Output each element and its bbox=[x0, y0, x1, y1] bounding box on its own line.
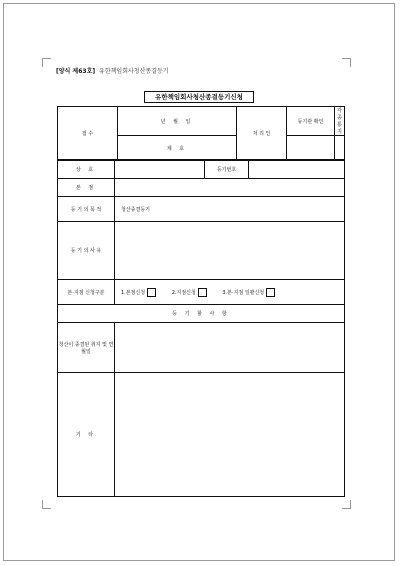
reg-no-field[interactable] bbox=[249, 160, 345, 179]
trade-name-label: 상 호 bbox=[58, 160, 115, 179]
option-both-offices bbox=[222, 288, 275, 297]
option-main-office bbox=[121, 288, 156, 297]
crop-mark bbox=[342, 58, 351, 67]
option-label: 1.본점신청 bbox=[121, 289, 146, 296]
office-division-label: 본·지점 신청구분 bbox=[58, 280, 115, 305]
reg-no-label: 등기번호 bbox=[205, 160, 249, 179]
matters-header: 등 기 할 사 항 bbox=[58, 305, 345, 323]
reg-purpose-value: 청산종결등기 bbox=[115, 197, 345, 222]
reg-cause-label: 등 기 의 사 유 bbox=[58, 222, 115, 280]
checkbox[interactable] bbox=[198, 288, 207, 297]
office-division-options bbox=[115, 280, 345, 305]
main-office-label: 본 점 bbox=[58, 179, 115, 197]
checkbox[interactable] bbox=[266, 288, 275, 297]
processor-label: 처 리 인 bbox=[237, 107, 287, 161]
document-title: 유한책임회사청산종결등기신청 bbox=[144, 91, 254, 103]
form-number: [양식 제63호] bbox=[56, 68, 96, 75]
other-field[interactable] bbox=[115, 373, 345, 497]
main-office-field[interactable] bbox=[115, 179, 345, 197]
reg-purpose-label: 등 기 의 목 적 bbox=[58, 197, 115, 222]
notice-header: 각종 통지 bbox=[335, 107, 345, 136]
registrar-check-cell[interactable] bbox=[287, 136, 335, 161]
crop-mark bbox=[42, 500, 51, 509]
option-label: 2.지점신청 bbox=[171, 289, 196, 296]
liquidation-end-field[interactable] bbox=[115, 323, 345, 373]
crop-mark bbox=[42, 58, 51, 67]
liquidation-end-label: 청산이 종결된 취지 및 연월일 bbox=[58, 323, 115, 373]
crop-mark bbox=[342, 500, 351, 509]
other-label: 기 타 bbox=[58, 373, 115, 497]
reg-cause-field[interactable] bbox=[115, 222, 345, 280]
reception-table bbox=[57, 106, 345, 161]
checkbox[interactable] bbox=[147, 288, 156, 297]
form-subtitle: 유한책임회사청산종결등기 bbox=[99, 68, 169, 75]
reception-date: 년 월 일 bbox=[118, 107, 237, 136]
option-branch-office bbox=[172, 288, 207, 297]
registrar-check-header: 등기관 확인 bbox=[287, 107, 335, 136]
notice-cell[interactable] bbox=[335, 136, 345, 161]
option-label: 3.본·지점 일괄신청 bbox=[222, 289, 265, 296]
application-table bbox=[57, 159, 345, 497]
trade-name-field[interactable] bbox=[115, 160, 205, 179]
reception-label: 접 수 bbox=[58, 107, 118, 161]
form-header bbox=[56, 66, 169, 75]
reception-number: 제 호 bbox=[118, 136, 237, 161]
